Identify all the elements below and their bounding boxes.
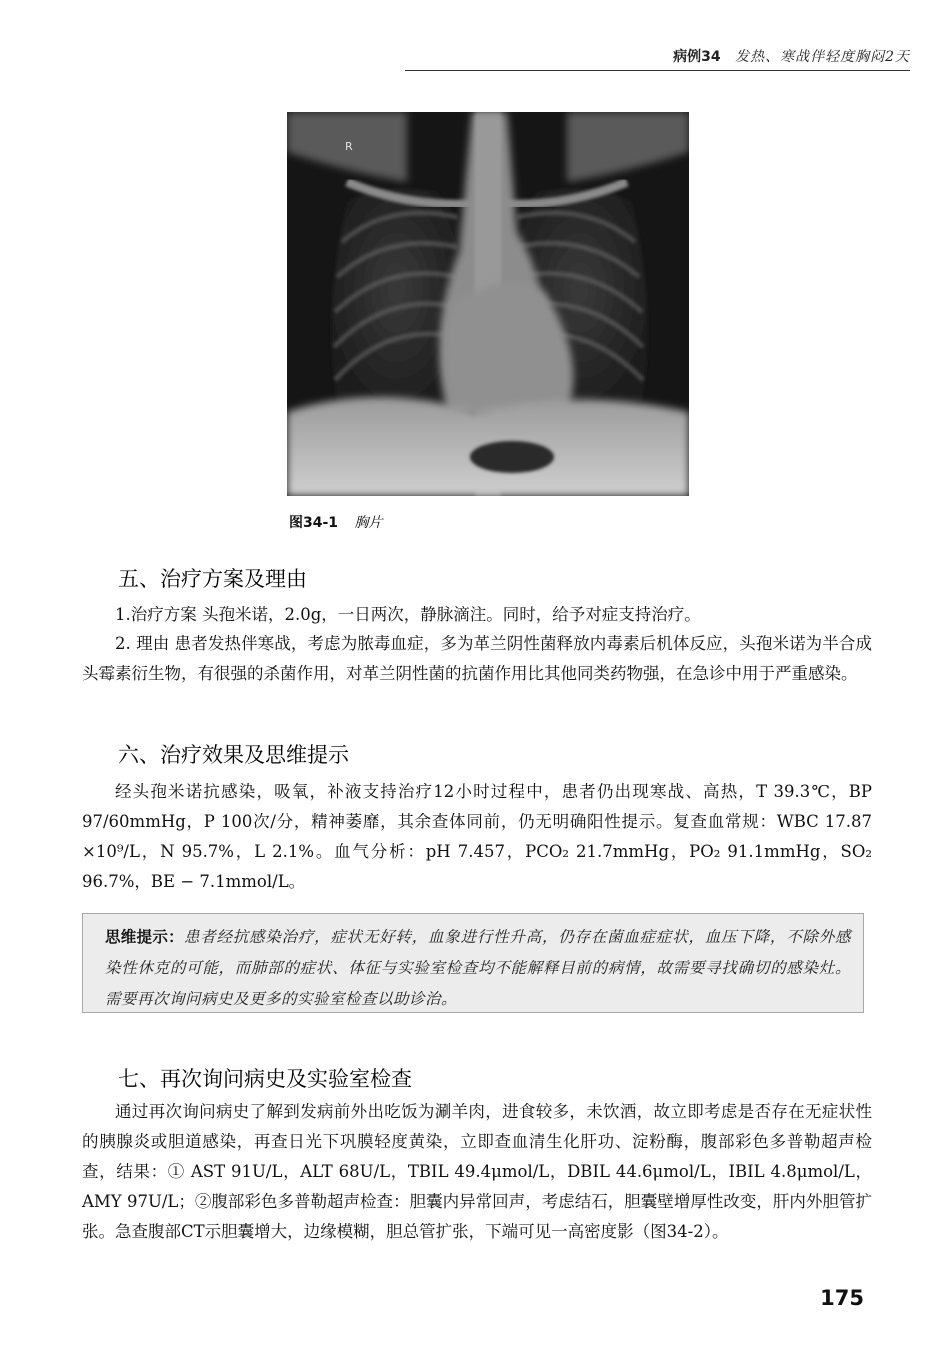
case-title: 发热、寒战伴轻度胸闷2天	[735, 49, 910, 65]
section-7-history: 通过再次询问病史了解到发病前外出吃饭为涮羊肉，进食较多，未饮酒，故立即考虑是否存在无症状性的胰腺炎或胆道感染，再查日光下巩膜轻度黄染，立即查血清生化肝功、淀粉酶，腹部彩色多普勒超声检查，结果：① AST 91U/L，ALT 68U/L，TBIL 49.4μmol/L，DBIL 44.6μmol/L，IBIL 4.8μmol/L，AMY 97U/L；②腹部彩色多普勒超声检查：胆囊内异常回声，考虑结石，胆囊壁增厚性改变，肝内外胆管扩张。急查腹部CT示胆囊增大，边缘模糊，胆总管扩张，下端可见一高密度影（图34-2）。	[82, 1102, 872, 1241]
figure-caption	[289, 512, 383, 532]
thinking-tip-text: 患者经抗感染治疗，症状无好转，血象进行性升高，仍存在菌血症症状，血压下降，不除外感染性休克的可能，而肺部的症状、体征与实验室检查均不能解释目前的病情，故需要寻找确切的感染灶。需要再次询问病史及更多的实验室检查以助诊治。	[105, 928, 851, 1008]
section-6-heading: 六、治疗效果及思维提示	[118, 743, 349, 767]
xray-side-marker: R	[345, 140, 353, 153]
running-header	[673, 46, 910, 66]
header-rule	[405, 70, 910, 71]
figure-number: 图34-1	[289, 515, 339, 531]
section-5-heading: 五、治疗方案及理由	[118, 567, 307, 591]
thinking-tip-box	[82, 913, 864, 1013]
figure-title: 胸片	[354, 515, 383, 531]
section-5-plan: 1.治疗方案 头孢米诺，2.0g，一日两次，静脉滴注。同时，给予对症支持治疗。	[115, 605, 701, 624]
chest-xray-image	[287, 112, 689, 496]
section-7-heading: 七、再次询问病史及实验室检查	[118, 1067, 412, 1091]
thinking-tip-label: 思维提示：	[105, 928, 184, 946]
section-5-reason: 2. 理由 患者发热伴寒战，考虑为脓毒血症，多为革兰阴性菌释放内毒素后机体反应，头孢米诺为半合成头霉素衍生物，有很强的杀菌作用，对革兰阴性菌的抗菌作用比其他同类药物强，在急诊中用于严重感染。	[82, 634, 872, 683]
page-number: 175	[820, 1286, 864, 1310]
case-label: 病例34	[673, 49, 721, 65]
section-6-result: 经头孢米诺抗感染，吸氧，补液支持治疗12小时过程中，患者仍出现寒战、高热，T 39.3℃，BP 97/60mmHg，P 100次/分，精神萎靡，其余查体同前，仍无明确阳性提示。复查血常规：WBC 17.87 ×10⁹/L，N 95.7%，L 2.1%。血气分析：pH 7.457，PCO₂ 21.7mmHg，PO₂ 91.1mmHg，SO₂ 96.7%，BE − 7.1mmol/L。	[82, 782, 872, 891]
chest-xray-illustration	[287, 112, 689, 496]
